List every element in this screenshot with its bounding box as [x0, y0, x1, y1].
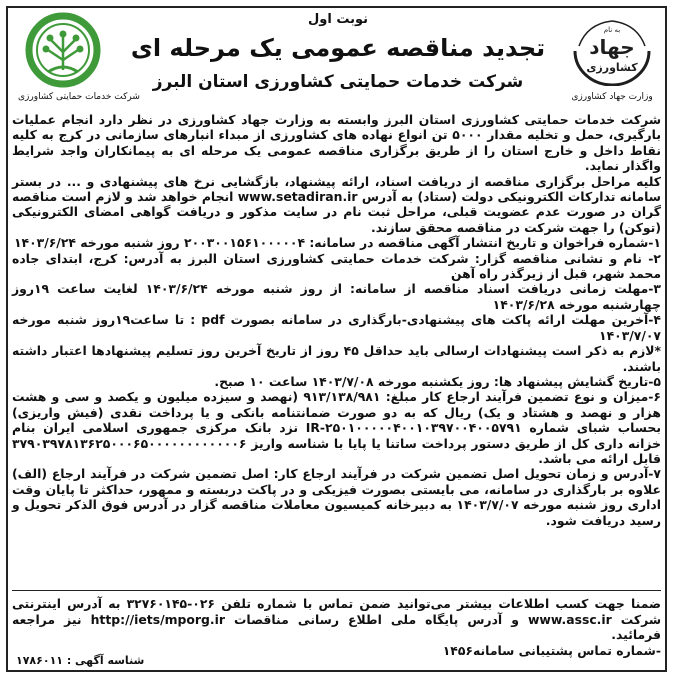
right-logo-top-text: به نام	[603, 26, 621, 34]
right-logo-caption: وزارت جهاد کشاورزی	[571, 92, 653, 102]
item-call-number: ۱-شماره فراخوان و تاریخ انتشار آگهی مناقصه در سامانه: ۲۰۰۳۰۰۱۵۶۱۰۰۰۰۰۴ روز شنبه مورخه ۱۴۰۳/۶/۲۴	[13, 235, 661, 251]
notice-footer	[12, 596, 661, 658]
item-guarantee-amount: ۶-میزان و نوع تضمین فرآیند ارجاع کار مبلغ: ۹۱۳/۱۳۸/۹۸۱ (نهصد و سیزده میلیون و یکصد و سی و هشت هزار و نهصد و هشتاد و یک) ریال که به دو صورت ضمانتنامه بانکی و یا پرداخت نقدی (فیش واریزی) بحساب شبای شماره IR-۲۵۰۱۰۰۰۰۰۴۰۰۱۰۳۹۷۰۰۴۰۰۵۷۹۱ نزد بانک مرکزی جمهوری اسلامی ایران بنام خزانه داری کل از طریق دستور پرداخت ساتنا یا پایا با شناسه واریز ۳۷۹۰۳۹۷۸۱۳۶۲۵۰۰۰۶۵۰۰۰۰۰۰۰۰۰۰۰۰۶ قابل ارائه می باشد.	[12, 389, 661, 466]
support-number: -شماره تماس پشتیبانی سامانه۱۴۵۶	[442, 642, 661, 658]
right-logo-subtext: کشاورزی	[586, 61, 638, 74]
item-document-deadline: ۳-مهلت زمانی دریافت اسناد مناقصه از سامانه: از روز شنبه مورخه ۱۴۰۳/۶/۲۴ لغایت ساعت ۱۹روز چهارشنبه مورخه ۱۴۰۳/۶/۲۸	[12, 281, 661, 312]
item-submission-deadline: ۴-آخرین مهلت ارائه پاکت های پیشنهادی-بارگذاری در سامانه بصورت pdf : تا ساعت۱۹روز شنبه مورخه ۱۴۰۳/۷/۰۷	[12, 312, 661, 343]
round-tag: نوبت اول	[307, 12, 369, 27]
notice-title: تجدید مناقصه عمومی یک مرحله ای	[130, 34, 546, 62]
intro-paragraph: شرکت خدمات حمایتی کشاورزی استان البرز وابسته به وزارت جهاد کشاورزی در نظر دارد انجام عملیات بارگیری، حمل و تخلیه مقدار ۵۰۰۰ تن انواع نهاده های کشاورزی از مبداء انبارهای سازمانی در کرج به کلیه نقاط داخل و خارج استان را از طریق برگزاری مناقصه عمومی یک مرحله ای به پیمانکاران واجد شرایط واگذار نماید.	[12, 112, 661, 174]
jihad-agriculture-logo-icon	[567, 16, 657, 102]
procedure-paragraph: کلیه مراحل برگزاری مناقصه از دریافت اسناد، ارائه پیشنهاد، بازگشایی نرخ های پیشنهادی و ... در بستر سامانه تدارکات الکترونیکی دولت (ستاد) به آدرس www.setadiran.ir انجام خواهد شد و لازم است مناقصه گران در صورت عدم عضویت قبلی، مراحل ثبت نام در سایت مذکور و دریافت گواهی امضای الکترونیکی (توکن) را جهت شرکت در مناقصه محقق سازند.	[12, 173, 661, 235]
item-opening-date: ۵-تاریخ گشایش پیشنهاد ها: روز یکشنبه مورخه ۱۴۰۳/۷/۰۸ ساعت ۱۰ صبح.	[214, 373, 661, 389]
item-guarantee-delivery: ۷-آدرس و زمان تحویل اصل تضمین شرکت در فرآیند ارجاع کار: اصل تضمین شرکت در فرآیند ارجاع (الف) علاوه بر بارگذاری در سامانه، می بایستی بصورت فیزیکی و در پاکت دربسته و ممهور، حداکثر تا پایان وقت اداری روز شنبه مورخه ۱۴۰۳/۷/۰۷ به دبیرخانه کمیسیون معاملات مناقصه گزار در آدرس فوق الذکر تحویل و رسید دریافت شود.	[12, 466, 661, 528]
notice-header	[8, 8, 667, 112]
left-logo-caption: شرکت خدمات حمایتی کشاورزی	[18, 92, 140, 102]
notice-body	[12, 112, 661, 528]
contact-paragraph: ضمنا جهت کسب اطلاعات بیشتر می‌توانید ضمن تماس با شماره تلفن ۰۲۶-۳۲۷۶۰۱۴۵ به آدرس اینترنتی شرکت www.assc.ir و آدرس پایگاه ملی اطلاع رسانی مناقصات http://iets/mporg.ir نیز مراجعه فرمائید.	[12, 596, 662, 643]
item-tenderer-address: ۲- نام و نشانی مناقصه گزار: شرکت خدمات حمایتی کشاورزی استان البرز به آدرس: کرج، ابتدای جاده محمد شهر، قبل از زیرگذر راه آهن	[12, 250, 661, 282]
right-logo-text: جهاد	[589, 35, 635, 59]
item-validity-note: *لازم به ذکر است پیشنهادات ارسالی باید حداقل ۴۵ روز از تاریخ آخرین روز تسلیم پیشنهادها اعتبار داشته باشند.	[12, 343, 661, 374]
ad-number: شناسه آگهی : ۱۷۸۶۰۱۱	[16, 654, 145, 667]
company-name: شرکت خدمات حمایتی کشاورزی استان البرز	[152, 72, 524, 92]
footer-divider	[12, 590, 661, 591]
agricultural-services-logo-icon	[18, 12, 140, 102]
